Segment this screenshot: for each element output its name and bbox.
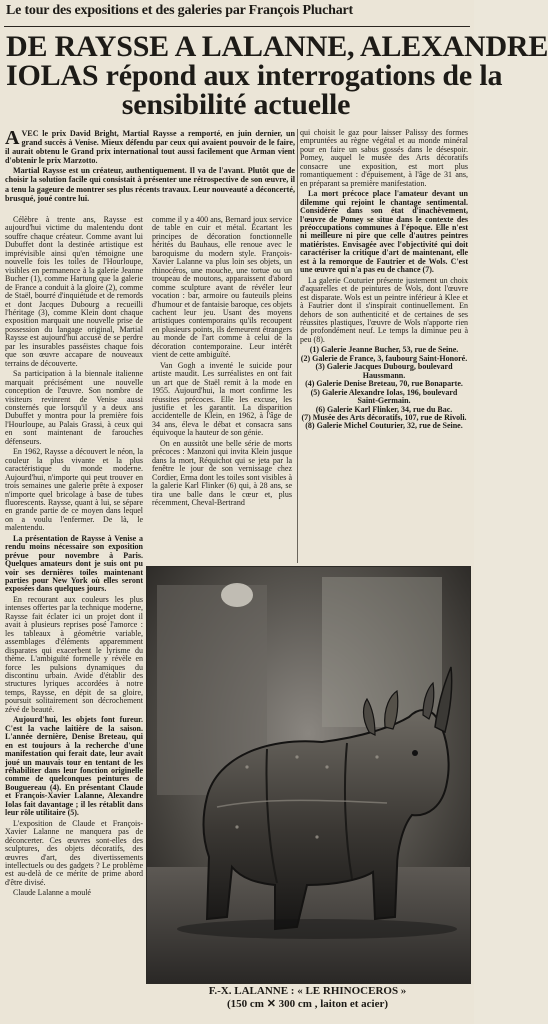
column-paragraph: La mort précoce place l'amateur devant un dilemme qui rejoint le chantage sentimental. Considérée dans son état d'inachèvement, l'œuvre de Pomey se situe dans le contexte des préoccupations communes à l'époque. Elle n'est ni meilleure ni pire que celle d'autres peintres matiéristes. Envisagée avec l'objectivité qui doit caractériser la critique d'art de maintenant, elle est à la remorque de Fautrier et de Wols. C'est une œuvre qui n'a pas eu de chance (7). — [300, 189, 468, 275]
caption-line-2: (150 cm ✕ 300 cm , laiton et acier) — [226, 998, 389, 1010]
footnote: (1) Galerie Jeanne Bucher, 53, rue de Seine. — [309, 345, 459, 355]
footnote: (6) Galerie Karl Flinker, 34, rue du Bac. — [315, 404, 453, 414]
lead-text-2: Martial Raysse est un créateur, authentiquement. Il va de l'avant. Plutôt que de choisir la solution facile qui consistait à présenter une rétrospective de son œuvre, il a tenu la gageure de montrer ses plus récents travaux. Leur nouveauté a déconcerté, brusqué, joué contre lui. — [5, 166, 295, 203]
drop-cap: A — [5, 127, 20, 149]
footnotes — [300, 346, 468, 431]
column-paragraph: En 1962, Raysse a découvert le néon, la couleur la plus vivante et la plus caractéristique du monde moderne. Aujourd'hui, n'importe qui peut trouver en trois semaines une galerie prête à exposer n'importe quel bricolage à base de tubes fluorescents. Raysse, quant à lui, se sépare en grande partie de ce moyen dans lequel on a voulu l'enfermer. De là, le malentendu. — [5, 447, 143, 533]
column-3 — [300, 129, 468, 563]
column-paragraph: Aujourd'hui, les objets font fureur. C'est la vache laitière de la saison. L'année dernière, Denise Breteau, qui en est toujours à la recherche d'une manifestation qui ferait date, leur avait joué un mauvais tour en tentant de les réhabiliter dans leur fonction originelle comme de quelconques peintures de Bouguereau (4). En présentant Claude et François-Xavier Lalanne, Alexandre Iolas fait davantage ; il les rétablit dans leur rôle utilitaire (5). — [5, 715, 143, 818]
column-paragraph: qui choisit le gaz pour laisser Palissy des formes empruntées au règne végétal et au monde minéral pour en faire un sabus gossés dans le désespoir. Pomey, auquel le musée des Arts décoratifs consacre une exposition, est mort plus romantiquement : d'épuisement, à l'âge de 31 ans, en préparant sa première manifestation. — [300, 128, 468, 188]
photo-caption — [146, 985, 469, 1011]
column-divider — [297, 129, 298, 563]
column-paragraph: comme il y a 400 ans, Bernard joux service de table en cuir et métal. Écartant les principes de décoration fonctionnelle hérités du Bauhaus, elle renoue avec le baroquisme du modern style. François-Xavier Lalanne va plus loin ses objets, un rhinocéros, une mouche, une tortue ou un troupeau de moutons, apparaissent d'abord comme sculpture avant de révéler leur vocation : bar, armoire ou fauteuils pleins d'humour et de fantaisie baroque, ces objets cachent leur jeu. Usant des moyens artistiques contemporains qu'ils recoupent en plusieurs points, ils demeurent étrangers au monde de l'art comme à celui de la décoration contemporaine. Leur intérêt vient de cette ambiguïté. — [152, 215, 292, 360]
rhinoceros-photo-image — [147, 567, 470, 983]
column-paragraph: Célèbre à trente ans, Raysse est aujourd'hui victime du malentendu dont souffre chaque créateur. Comme avant lui Dubuffet dont la destinée artistique est imprévisible ainsi qu'en témoigne une nouvelle fois les toiles de l'Hourloupe, visibles en permanence à la galerie Jeanne Bucher (1), comme Hartung que la galerie de France a conduit à la gloire (2), comme de Staël, bourré d'inquiétude et de remords et dont Jacques Dubourg a recueilli l'héritage (3), comme Klein dont chaque exposition marquait une nouvelle prise de possession du langage original, Martial Raysse est aujourd'hui accusé de se perdre par les insurables passéistes chaque fois que son œuvre accapare de nouveaux terrains de découverte. — [5, 215, 143, 368]
column-paragraph: On en aussitôt une belle série de morts précoces : Manzoni qui invita Klein jusque dans la mort, Réquichot qui se jeta par la fenêtre le jour de son vernissage chez Cordier, Erma dont les toiles sont visibles à la galerie Karl Flinker (6) qui, à 28 ans, se tira une balle dans le cœur et, plus récemment, Cheval-Bertrand — [152, 438, 292, 507]
footnote: (7) Musée des Arts décoratifs, 107, rue de Rivoli. — [301, 412, 467, 422]
headline-line-3: sensibilité actuelle — [121, 88, 351, 121]
headline-line-1: DE RAYSSE A LALANNE, ALEXANDRE — [6, 30, 548, 63]
column-paragraph: En recourant aux couleurs les plus intenses offertes par la technique moderne, Raysse fait éclater ici un projet dont il avait à plusieurs reprises posé l'amorce : les tableaux à géométrie variable, assemblages d'éléments apparemment disparates qui exacerbent le lyrisme du thème. L'ambiguïté formelle y révèle en force les pulsions dynamiques du discontinu urbain. Avide d'établir des structures lyriques accordées à notre temps, Raysse, en dépit de sa gloire, poursuit solitairement son décrochement zévé de beauté. — [5, 594, 143, 714]
column-2 — [152, 216, 292, 566]
headline-line-2: IOLAS répond aux interrogations de la — [6, 59, 503, 92]
footnote: (2) Galerie de France, 3, faubourg Saint-Honoré. — [300, 353, 468, 363]
column-paragraph: L'exposition de Claude et François-Xavier Lalanne ne manquera pas de déconcerter. Ces œuvres sont-elles des sculptures, des objets décoratifs, des œuvres d'art, des divertissements intellectuels ou des gadgets ? Le problème est au-delà de ce mérite de prime abord d'être divisé. — [5, 818, 143, 887]
kicker-line: Le tour des expositions et des galeries par François Pluchart — [6, 3, 353, 18]
footnote: (8) Galerie Michel Couturier, 32, rue de Seine. — [305, 421, 463, 431]
column-paragraph: Van Gogh a inventé le suicide pour artiste maudit. Les surréalistes en ont fait un art que de Staël remit à la mode en 1955. Aujourd'hui, la mort confirme les réussites précoces. Elle les excuse, les justifie et les garantit. La disparition accidentelle de Klein, en 1962, à l'âge de 34 ans, éleva le débat et consacra sans équivoque la hauteur de son génie. — [152, 360, 292, 438]
lead-text-1: VEC le prix David Bright, Martial Raysse a remporté, en juin dernier, un grand succès à Venise. Mieux défendu par ceux qui avaient pouvoir de le faire, il aurait obtenu le Grand prix international tout aussi facilement que Arman vient d'obtenir le prix Marzotto. — [5, 129, 295, 166]
top-rule — [4, 26, 470, 27]
footnote: (3) Galerie Jacques Dubourg, boulevard Haussmann. — [315, 362, 453, 380]
column-paragraph: Claude Lalanne a moulé — [13, 888, 91, 898]
headline — [6, 30, 548, 121]
column-paragraph: La présentation de Raysse à Venise a rendu moins nécessaire son exposition prévue pour novembre à Paris. Quelques amateurs dont je suis ont pu voir ses dernières toiles maintenant parties pour New York où elles seront exposées dans quelques jours. — [5, 533, 143, 594]
footnote: (4) Galerie Denise Breteau, 70, rue Bonaparte. — [305, 379, 463, 389]
column-paragraph: Sa participation à la biennale italienne marquait précisément une nouvelle conception de l'œuvre. Son nombre de visiteurs revinrent de Venise aussi consternés que lorsqu'il y a deux ans Dubuffet y montra pour la première fois l'Hourloupe, au Palais Grassi, à ceux qui en sont maintenant de farouches défenseurs. — [5, 369, 143, 446]
caption-line-1: F.-X. LALANNE : « LE RHINOCEROS » — [208, 985, 407, 997]
footnote: (5) Galerie Alexandre Iolas, 196, boulevard Saint-Germain. — [310, 387, 458, 406]
rhinoceros-photo — [146, 566, 471, 984]
column-1 — [5, 216, 143, 1018]
column-paragraph: La galerie Couturier présente justement un choix d'aquarelles et de peintures de Wols, dont l'œuvre est disparate. Wols est un peintre inférieur à Klee et à Fautrier dont il s'inspirait continuellement. En dehors de son authenticité et de certaines de ses réussites plastiques, l'œuvre de Wols n'apporte rien de profondément neuf. Le temps la diminue peu à peu (8). — [300, 275, 468, 344]
lead-paragraph — [5, 129, 295, 204]
